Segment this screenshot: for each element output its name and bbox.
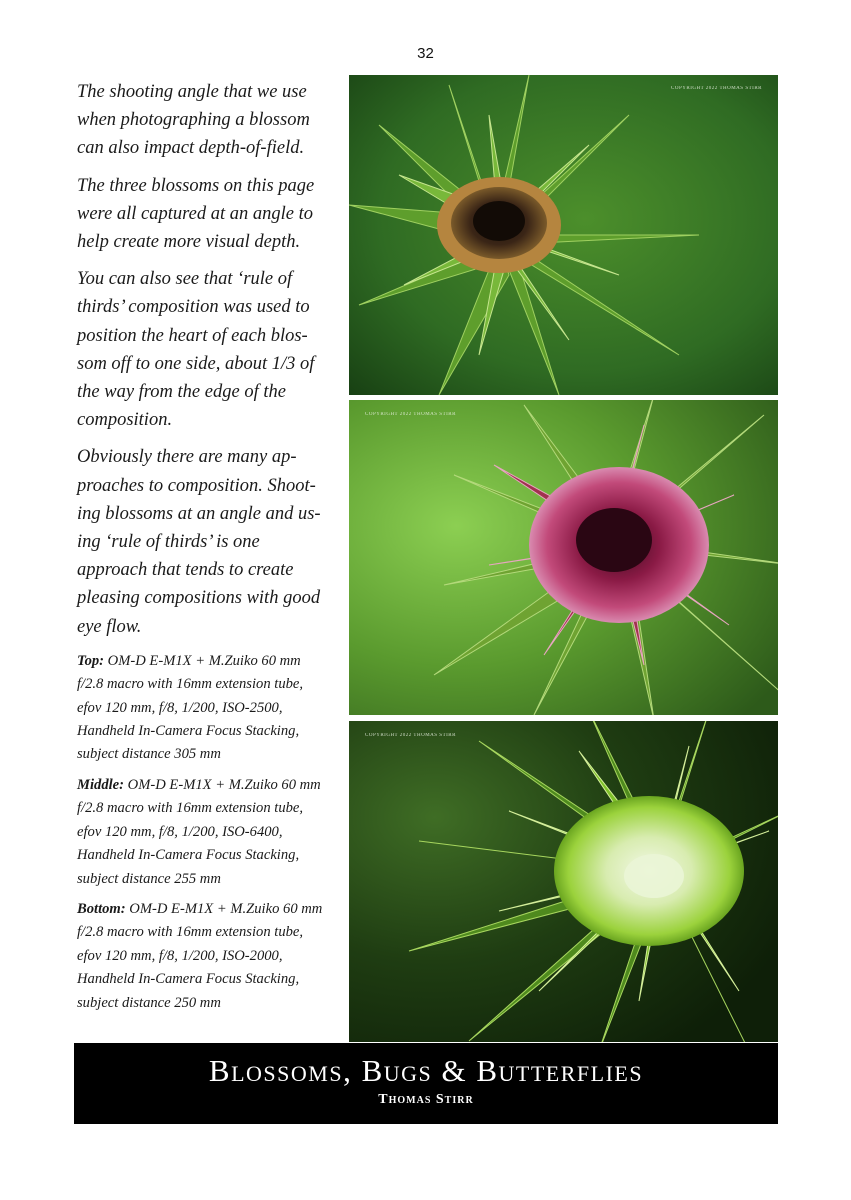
caption-label: Middle: <box>77 776 125 793</box>
caption-label: Bottom: <box>77 900 126 917</box>
body-paragraph: You can also see that ‘rule of thirds’ composition was used to position the heart of each blos-som off to one side, about 1/3 of the way from the edge of the composition. <box>77 269 315 431</box>
photo-watermark: COPYRIGHT 2022 THOMAS STIRR <box>365 412 456 417</box>
body-paragraph: The three blossoms on this page were all captured at an angle to help create more visual depth. <box>77 175 315 253</box>
photo-middle-image <box>349 400 778 715</box>
photo-caption-bottom <box>77 898 327 1015</box>
photo-watermark: COPYRIGHT 2022 THOMAS STIRR <box>365 733 456 738</box>
photo-top-image <box>349 75 778 395</box>
photo-caption-middle <box>77 774 327 891</box>
body-paragraph: The shooting angle that we use when photographing a blossom can also impact depth-of-field. <box>77 82 310 159</box>
photo-caption-top <box>77 650 327 767</box>
photo-watermark: COPYRIGHT 2022 THOMAS STIRR <box>671 86 762 91</box>
caption-text: OM-D E-M1X + M.Zuiko 60 mm f/2.8 macro with 16mm extension tube, efov 120 mm, f/8, 1/200, ISO-2000, Handheld In-Camera Focus Stacking, subject distance 250 mm <box>77 900 323 1011</box>
book-title: Blossoms, Bugs & Butterflies <box>208 1053 644 1088</box>
caption-label: Top: <box>77 652 105 669</box>
page-number: 32 <box>417 45 434 62</box>
photo-bottom-image <box>349 721 778 1042</box>
caption-text: OM-D E-M1X + M.Zuiko 60 mm f/2.8 macro with 16mm extension tube, efov 120 mm, f/8, 1/200, ISO-2500, Handheld In-Camera Focus Stacking, subject distance 305 mm <box>77 652 304 763</box>
body-paragraph: Obviously there are many ap-proaches to composition. Shoot-ing blossoms at an angle and us-ing ‘rule of thirds’ is one approach that tends to create pleasing compositions with good eye flow. <box>77 447 321 637</box>
photo-middle-blossom <box>349 400 778 715</box>
body-text-column <box>77 78 327 1022</box>
book-title-banner <box>74 1043 778 1124</box>
book-author: Thomas Stirr <box>378 1092 474 1107</box>
caption-text: OM-D E-M1X + M.Zuiko 60 mm f/2.8 macro with 16mm extension tube, efov 120 mm, f/8, 1/200, ISO-6400, Handheld In-Camera Focus Stacking, subject distance 255 mm <box>77 776 321 887</box>
photo-top-blossom <box>349 75 778 395</box>
photo-bottom-blossom <box>349 721 778 1042</box>
